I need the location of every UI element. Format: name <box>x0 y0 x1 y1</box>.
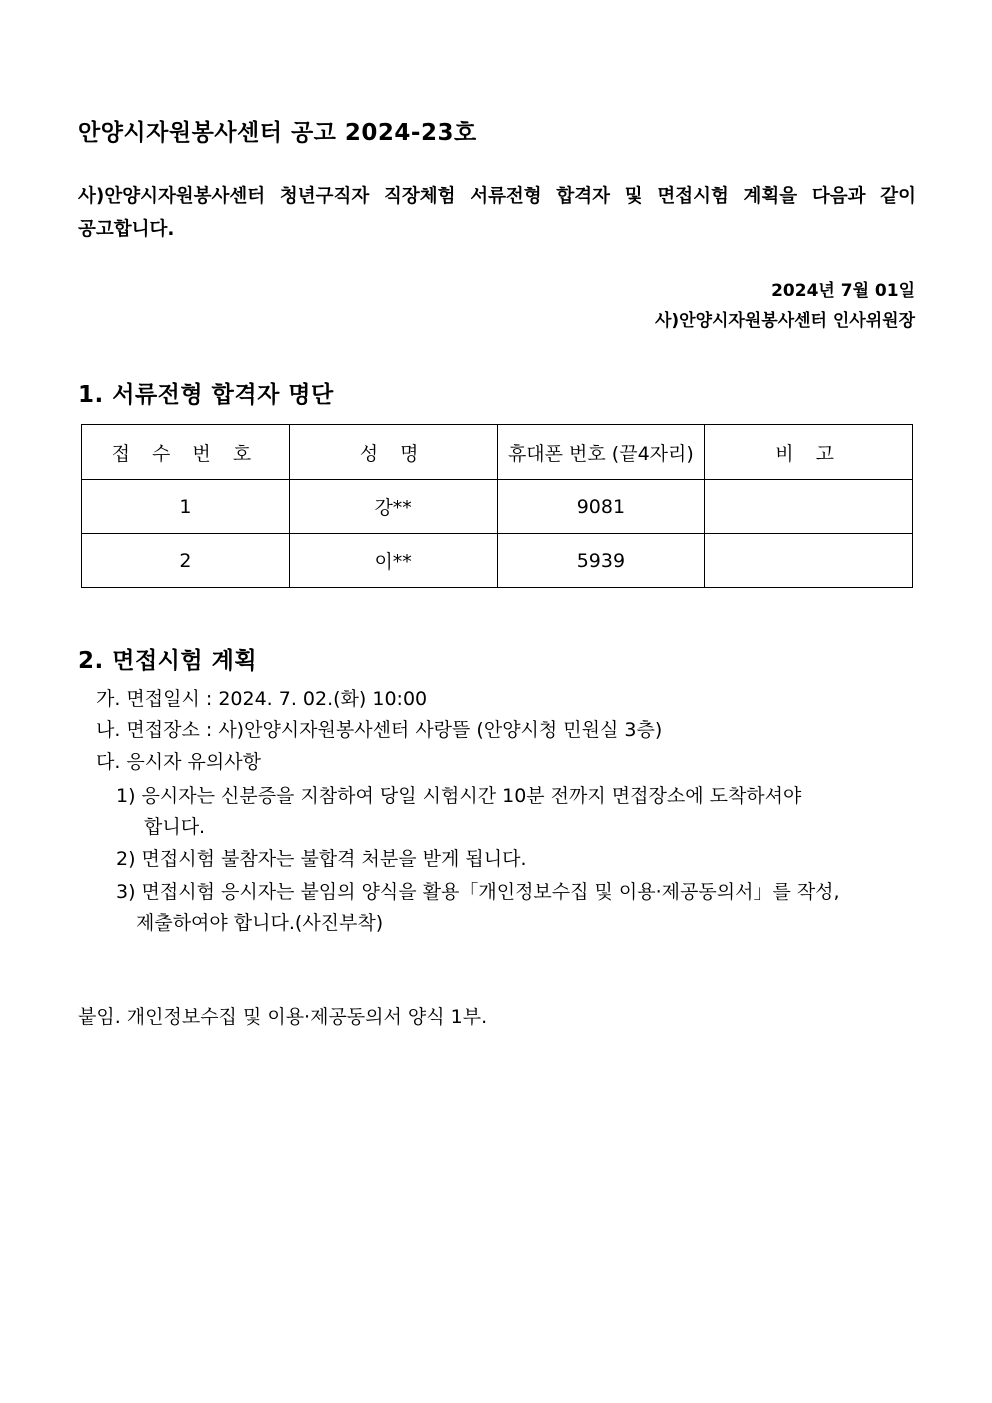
note-2: 2) 면접시험 불참자는 불합격 처분을 받게 됩니다. <box>116 848 527 870</box>
cell-name: 강** <box>289 480 497 534</box>
note-3: 3) 면접시험 응시자는 붙임의 양식을 활용「개인정보수집 및 이용·제공동의서」를 작성, <box>116 881 840 903</box>
cell-receipt-number: 1 <box>82 480 290 534</box>
note-1-continued: 합니다. <box>144 816 206 838</box>
notice-intro: 사)안양시자원봉사센터 청년구직자 직장체험 서류전형 합격자 및 면접시험 계획을 다음과 같이 공고합니다. <box>78 186 916 240</box>
interview-datetime: 가. 면접일시 : 2024. 7. 02.(화) 10:00 <box>96 688 428 710</box>
header-receipt-number: 접 수 번 호 <box>82 425 290 480</box>
applicant-notes-heading: 다. 응시자 유의사항 <box>96 751 261 773</box>
cell-receipt-number: 2 <box>82 534 290 588</box>
header-remarks: 비 고 <box>705 425 913 480</box>
cell-name: 이** <box>289 534 497 588</box>
header-phone: 휴대폰 번호 (끝4자리) <box>497 425 705 480</box>
header-name: 성 명 <box>289 425 497 480</box>
table-row <box>82 480 913 534</box>
cell-phone: 5939 <box>497 534 705 588</box>
note-3-continued: 제출하여야 합니다.(사진부착) <box>136 912 384 934</box>
notice-issuer: 사)안양시자원봉사센터 인사위원장 <box>654 311 915 331</box>
section1-heading: 1. 서류전형 합격자 명단 <box>78 382 334 408</box>
cell-remarks <box>705 534 913 588</box>
notice-date: 2024년 7월 01일 <box>771 281 915 301</box>
cell-phone: 9081 <box>497 480 705 534</box>
table-row <box>82 534 913 588</box>
table-header-row <box>82 425 913 480</box>
interview-location: 나. 면접장소 : 사)안양시자원봉사센터 사랑뜰 (안양시청 민원실 3층) <box>96 719 663 741</box>
note-1: 1) 응시자는 신분증을 지참하여 당일 시험시간 10분 전까지 면접장소에 도착하셔야 <box>116 785 802 807</box>
cell-remarks <box>705 480 913 534</box>
attachment-line: 붙임. 개인정보수집 및 이용·제공동의서 양식 1부. <box>78 1006 488 1028</box>
passed-applicants-table <box>81 424 913 588</box>
notice-title: 안양시자원봉사센터 공고 2024-23호 <box>78 120 477 146</box>
section2-heading: 2. 면접시험 계획 <box>78 648 258 674</box>
